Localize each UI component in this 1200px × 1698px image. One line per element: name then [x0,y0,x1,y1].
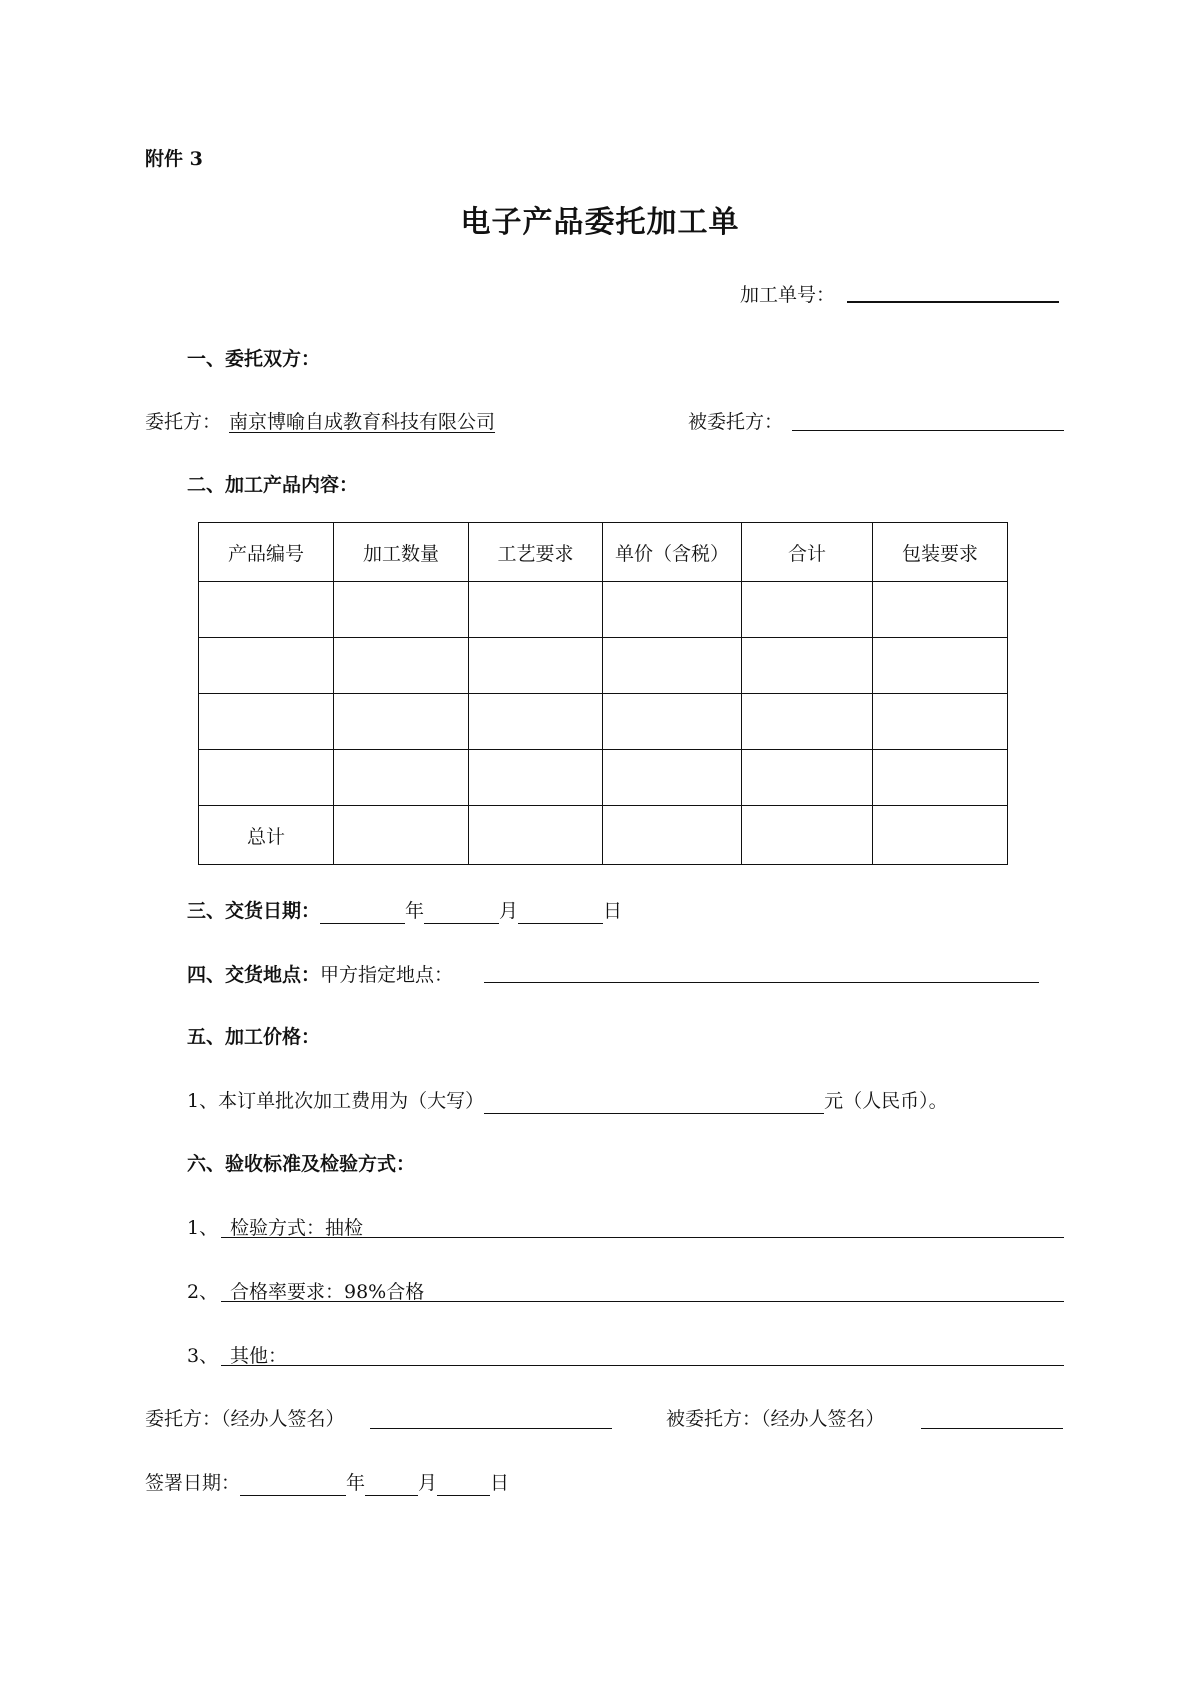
table-cell[interactable] [742,638,873,694]
delivery-day-field[interactable] [518,901,603,924]
contractor-field[interactable] [792,430,1064,431]
table-row [199,694,1008,750]
inspection-item-num: 2、 [187,1281,219,1303]
inspection-item-line[interactable] [221,1365,1064,1366]
table-cell[interactable] [873,806,1008,865]
column-header: 加工数量 [334,523,469,582]
table-header-row [199,523,1008,582]
section1-heading: 一、委托双方： [187,348,321,370]
section4-heading: 四、交货地点： [187,964,321,986]
delivery-place-text: 甲方指定地点： [320,964,454,986]
document-title: 电子产品委托加工单 [460,205,740,240]
attachment-label: 附件 3 [145,148,203,170]
delivery-year-field[interactable] [320,901,405,924]
year-label: 年 [346,1472,366,1494]
table-row [199,750,1008,806]
delivery-place-line [187,962,453,988]
table-cell[interactable] [469,638,603,694]
table-cell[interactable] [603,750,742,806]
delivery-date-line [187,898,622,924]
table-cell[interactable] [742,582,873,638]
table-cell[interactable] [199,694,334,750]
signing-year-field[interactable] [240,1473,346,1496]
price-prefix: 1、本订单批次加工费用为（大写） [187,1090,485,1112]
table-cell[interactable] [469,750,603,806]
section2-heading: 二、加工产品内容： [187,474,359,496]
table-cell[interactable] [334,582,469,638]
table-cell[interactable] [603,582,742,638]
signing-month-field[interactable] [365,1473,418,1496]
table-total-row [199,806,1008,865]
contractor-signature-field[interactable] [921,1428,1063,1429]
table-cell[interactable] [469,582,603,638]
table-cell[interactable] [873,582,1008,638]
table-row [199,582,1008,638]
table-cell[interactable] [334,694,469,750]
price-suffix: 元（人民币）。 [824,1090,948,1112]
inspection-item-num: 1、 [187,1217,219,1239]
section3-heading: 三、交货日期： [187,900,321,922]
contractor-label: 被委托方： [688,411,784,433]
product-table [198,522,1008,865]
signing-day-field[interactable] [437,1473,490,1496]
column-header: 单价（含税） [603,523,742,582]
table-cell[interactable] [603,806,742,865]
delivery-month-field[interactable] [424,901,499,924]
section6-heading: 六、验收标准及检验方式： [187,1153,416,1175]
client-signature-label: 委托方：（经办人签名） [145,1408,345,1430]
inspection-item-text: 合格率要求：98%合格 [230,1281,425,1303]
year-label: 年 [405,900,425,922]
price-line [187,1088,948,1114]
inspection-item-text: 检验方式：抽检 [230,1217,364,1239]
month-label: 月 [499,900,519,922]
table-cell[interactable] [334,638,469,694]
column-header: 包装要求 [873,523,1008,582]
order-number-label: 加工单号： [740,284,836,306]
signing-date-label: 签署日期： [145,1472,241,1494]
table-cell[interactable] [199,750,334,806]
order-number-field[interactable] [847,301,1059,303]
signing-date-line [145,1470,509,1496]
inspection-item-num: 3、 [187,1345,219,1367]
table-cell[interactable] [469,694,603,750]
table-cell[interactable] [873,750,1008,806]
table-cell[interactable] [873,638,1008,694]
client-name: 南京博喻自成教育科技有限公司 [229,411,496,433]
table-cell[interactable] [873,694,1008,750]
table-cell[interactable] [742,694,873,750]
section5-heading: 五、加工价格： [187,1026,321,1048]
month-label: 月 [418,1472,438,1494]
day-label: 日 [603,900,623,922]
total-label: 总计 [199,806,334,865]
delivery-place-field[interactable] [484,982,1039,983]
client-signature-field[interactable] [370,1428,612,1429]
table-cell[interactable] [334,750,469,806]
table-cell[interactable] [742,750,873,806]
inspection-item-text: 其他： [230,1345,288,1367]
table-cell[interactable] [199,582,334,638]
table-cell[interactable] [603,638,742,694]
table-cell[interactable] [469,806,603,865]
column-header: 工艺要求 [469,523,603,582]
table-cell[interactable] [742,806,873,865]
table-row [199,638,1008,694]
contractor-signature-label: 被委托方：（经办人签名） [666,1408,885,1430]
client-label: 委托方： [145,411,222,433]
table-cell[interactable] [334,806,469,865]
day-label: 日 [490,1472,510,1494]
column-header: 产品编号 [199,523,334,582]
column-header: 合计 [742,523,873,582]
table-cell[interactable] [199,638,334,694]
price-field[interactable] [484,1091,824,1114]
table-cell[interactable] [603,694,742,750]
